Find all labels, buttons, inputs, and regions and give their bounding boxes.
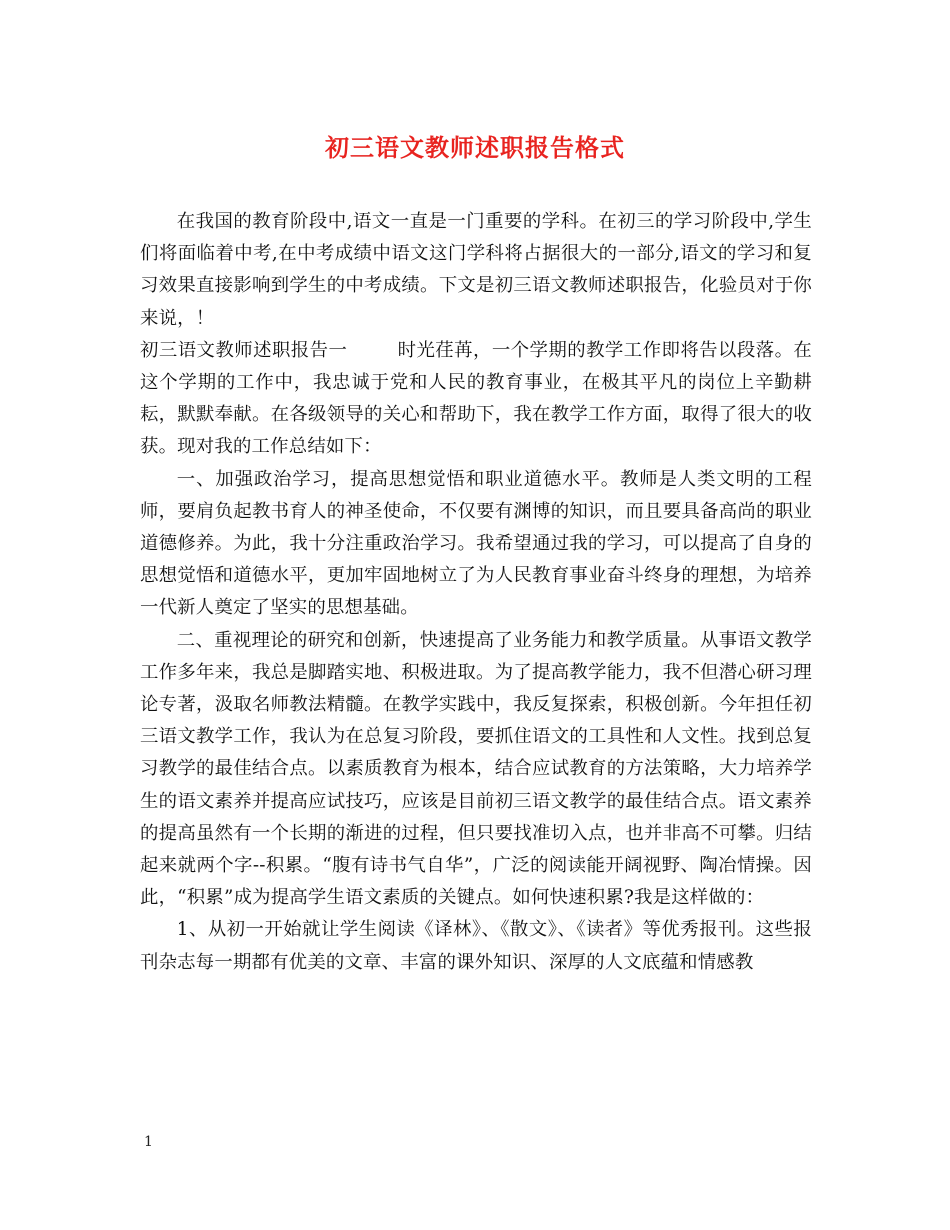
document-body (140, 206, 812, 979)
page-number: 1 (144, 1134, 153, 1150)
item-one-paragraph: 1、从初一开始就让学生阅读《译林》、《散文》、《读者》等优秀报刊。这些报刊杂志每一期都有优美的文章、丰富的课外知识、深厚的人文底蕴和情感教 (140, 919, 812, 973)
report-opening: 时光荏苒，一个学期的教学工作即将告以段落。在这个学期的工作中，我忠诚于党和人民的教育事业，在极其平凡的岗位上辛勤耕耘，默默奉献。在各级领导的关心和帮助下，我在教学工作方面，取得了很大的收获。现对我的工作总结如下： (140, 339, 813, 458)
section-one-paragraph: 一、加强政治学习，提高思想觉悟和职业道德水平。教师是人类文明的工程师，要肩负起教书育人的神圣使命，不仅要有渊博的知识，而且要具备高尚的职业道德修养。为此，我十分注重政治学习。我希望通过我的学习，可以提高了自身的思想觉悟和道德水平，更加牢固地树立了为人民教育事业奋斗终身的理想，为培养一代新人奠定了坚实的思想基础。 (140, 468, 812, 619)
report-paragraph (140, 335, 812, 464)
report-heading: 初三语文教师述职报告一 (140, 339, 348, 361)
document-title: 初三语文教师述职报告格式 (325, 133, 625, 162)
intro-paragraph: 在我国的教育阶段中,语文一直是一门重要的学科。在初三的学习阶段中,学生们将面临着中考,在中考成绩中语文这门学科将占据很大的一部分,语文的学习和复习效果直接影响到学生的中考成绩。下文是初三语文教师述职报告，化验员对于你来说，！ (140, 211, 812, 329)
section-two-paragraph: 二、重视理论的研究和创新，快速提高了业务能力和教学质量。从事语文教学工作多年来，我总是脚踏实地、积极进取。为了提高教学能力，我不但潜心研习理论专著，汲取名师教法精髓。在教学实践中，我反复探索，积极创新。今年担任初三语文教学工作，我认为在总复习阶段，要抓住语文的工具性和人文性。找到总复习教学的最佳结合点。以素质教育为根本，结合应试教育的方法策略，大力培养学生的语文素养并提高应试技巧，应该是目前初三语文教学的最佳结合点。语文素养的提高虽然有一个长期的渐进的过程，但只要找准切入点，也并非高不可攀。归结起来就两个字--积累。“腹有诗书气自华”，广泛的阅读能开阔视野、陶冶情操。因此，“积累”成为提高学生语文素质的关键点。如何快速积累?我是这样做的： (140, 629, 812, 909)
